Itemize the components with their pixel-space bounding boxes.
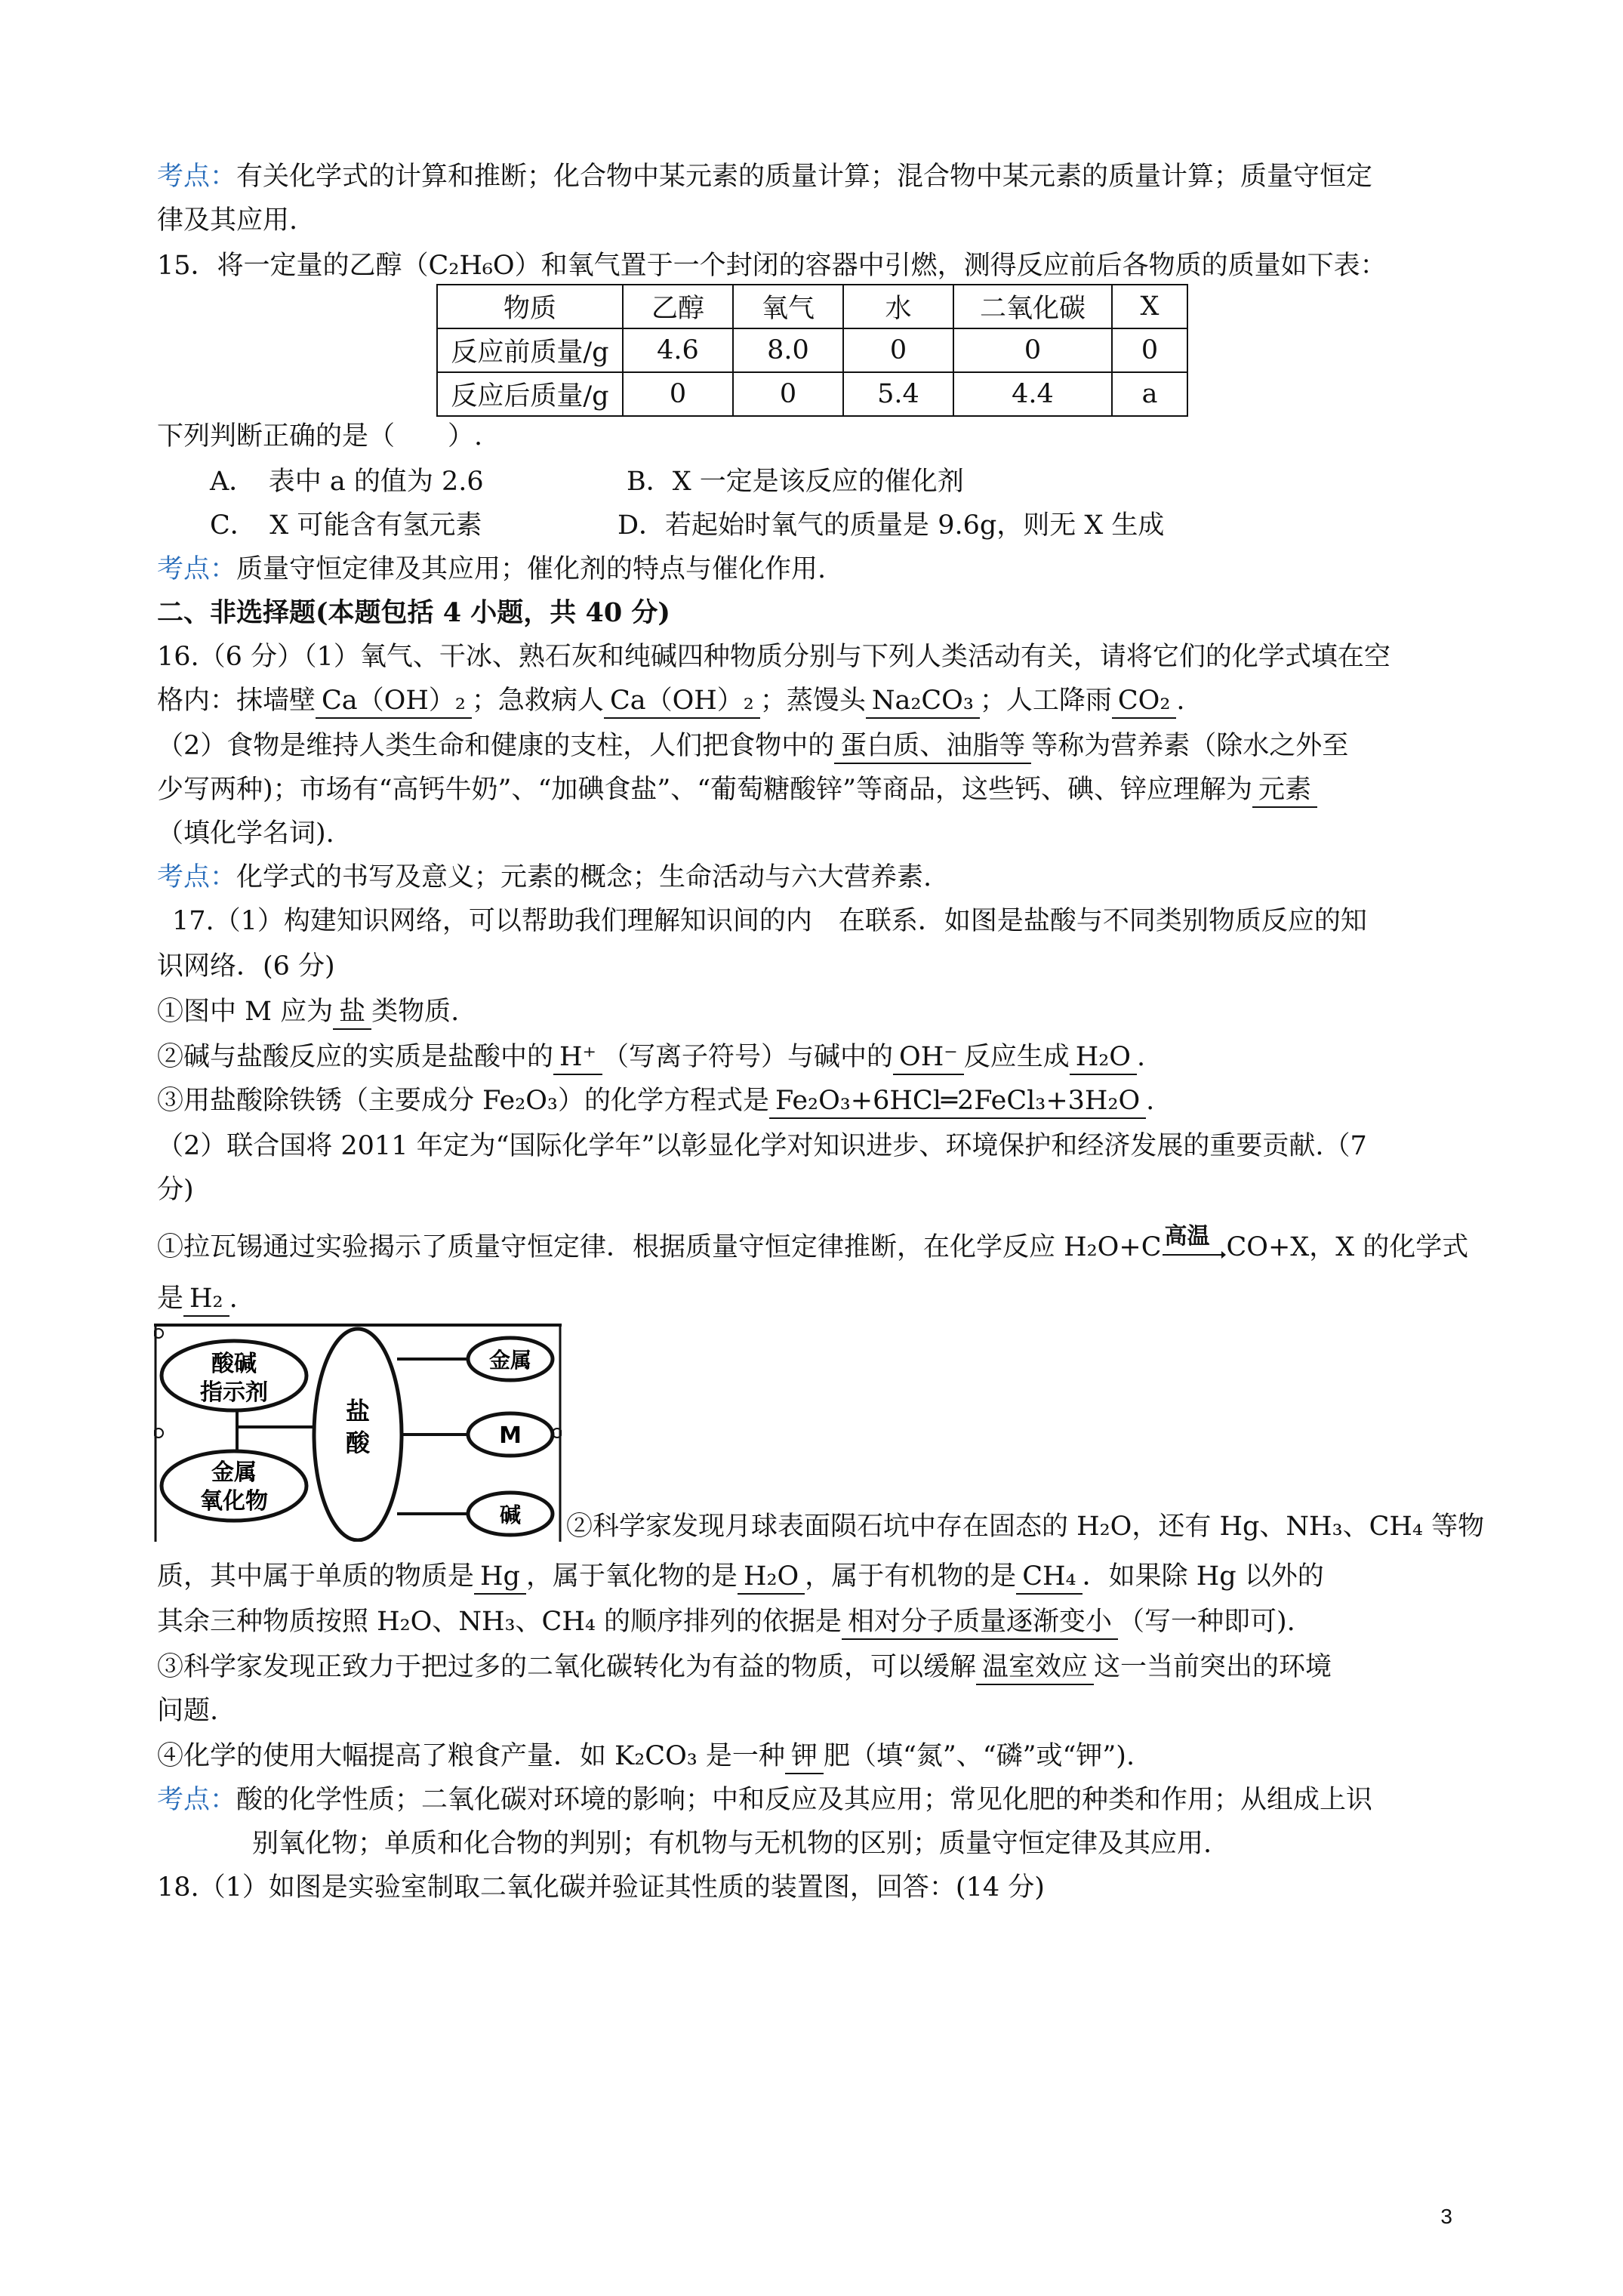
table-header-cell: 氧气 [733,285,843,328]
kaodian-label: 考点： [157,1785,237,1815]
answer-blank: CH₄ [1016,1560,1082,1595]
reaction-arrow [1161,1222,1226,1264]
answer-blank: H₂O [1070,1040,1137,1075]
q15-question: 下列判断正确的是（ ）. [157,421,483,451]
kaodian-label: 考点： [157,162,237,192]
q15-kaodian: 考点：质量守恒定律及其应用；催化剂的特点与催化作用. [157,554,827,584]
q17-line2: 识网络．(6 分) [157,951,335,982]
answer-blank: 温室效应 [976,1650,1094,1685]
kaodian-label: 考点： [157,862,237,892]
q17-line11: 质，其中属于单质的物质是 Hg ，属于氧化物的是 H₂O ，属于有机物的是 CH₄ ．如果除 Hg 以外的 [157,1554,1324,1599]
q16-line3: （2）食物是维持人类生命和健康的支柱，人们把食物中的 蛋白质、油脂等 等称为营养素（除水之外至 [157,723,1348,769]
q17-line8: ①拉瓦锡通过实验揭示了质量守恒定律．根据质量守恒定律推断，在化学反应 H₂O+C 高温 CO+X，X 的化学式 [157,1225,1468,1270]
table-header-cell: 水 [843,285,953,328]
table-header-cell: 二氧化碳 [953,285,1112,328]
answer-blank: OH⁻ [893,1040,964,1075]
table-cell: 反应后质量/g [437,372,623,416]
answer-blank: Na₂CO₃ [866,684,980,719]
table-header-cell: X [1112,285,1187,328]
answer-blank: 盐 [333,995,371,1030]
table-cell: 0 [953,328,1112,372]
q15-option-b: B．X 一定是该反应的催化剂 [627,467,964,497]
q17-line4: ②碱与盐酸反应的实质是盐酸中的 H⁺ （写离子符号）与碱中的 OH⁻ 反应生成 H₂O . [157,1034,1145,1080]
table-cell: 0 [843,328,953,372]
diagram-label: 碱 [499,1502,522,1527]
q15-option-a: A． 表中 a 的值为 2.6 [210,467,484,497]
answer-blank: H₂O [738,1560,805,1595]
page-number: 3 [1440,2205,1452,2228]
table-cell: a [1112,372,1187,416]
answer-blank: H₂ [183,1282,229,1317]
q16-line2: 格内：抹墙壁 Ca（OH）₂ ；急救病人 Ca（OH）₂ ；蒸馒头 Na₂CO₃ ；人工降雨 CO₂ . [157,678,1185,723]
arrow-label: 高温 [1164,1222,1210,1250]
q16-line1: 16.（6 分）（1）氧气、干冰、熟石灰和纯碱四种物质分别与下列人类活动有关，请将它们的化学式填在空 [157,642,1390,672]
table-cell: 4.6 [623,328,733,372]
answer-blank: Fe₂O₃+6HCl═2FeCl₃+3H₂O [769,1084,1146,1119]
table-cell: 0 [733,372,843,416]
answer-blank: H⁺ [553,1040,602,1075]
answer-blank: Ca（OH）₂ [604,684,760,719]
q17-line10: ②科学家发现月球表面陨石坑中存在固态的 H₂O，还有 Hg、NH₃、CH₄ 等物 [566,1512,1485,1542]
q17-line12: 其余三种物质按照 H₂O、NH₃、CH₄ 的顺序排列的依据是 相对分子质量逐渐变小 （写一种即可). [157,1599,1295,1644]
answer-blank: 蛋白质、油脂等 [834,729,1031,764]
table-cell: 0 [1112,328,1187,372]
table-header-row [437,285,1187,328]
right-arrow-icon [1161,1240,1226,1270]
q16-line4: 少写两种)；市场有“高钙牛奶”、“加碘食盐”、“葡萄糖酸锌”等商品，这些钙、碘、锌应理解为 元素 [157,767,1317,812]
q15-option-c: C． X 可能含有氢元素 [210,510,482,541]
table-header-cell: 物质 [437,285,623,328]
answer-blank: Hg [474,1560,526,1595]
diagram-label: M [499,1422,522,1449]
table-row [437,328,1187,372]
table-row [437,372,1187,416]
answer-blank: 相对分子质量逐渐变小 [842,1605,1118,1640]
diagram-center-label-1: 盐 [345,1397,371,1425]
answer-blank: CO₂ [1112,684,1177,719]
diagram-label: 指示剂 [200,1379,268,1406]
table-cell: 反应前质量/g [437,328,623,372]
q17-kaodian-line1: 考点：酸的化学性质；二氧化碳对环境的影响；中和反应及其应用；常见化肥的种类和作用；从组成上识 [157,1785,1373,1815]
q14-kaodian-line1: 考点：有关化学式的计算和推断；化合物中某元素的质量计算；混合物中某元素的质量计算；质量守恒定 [157,162,1373,192]
q16-kaodian: 考点：化学式的书写及意义；元素的概念；生命活动与六大营养素. [157,862,932,892]
q14-kaodian-line2: 律及其应用. [157,205,298,236]
table-cell: 5.4 [843,372,953,416]
diagram-label: 酸碱 [211,1351,257,1377]
diagram-label: 氧化物 [200,1488,268,1515]
table-header-cell: 乙醇 [623,285,733,328]
q17-kaodian-line2: 别氧化物；单质和化合物的判别；有机物与无机物的区别；质量守恒定律及其应用. [252,1829,1212,1859]
diagram-label: 金属 [211,1459,257,1486]
q17-line9: 是 H₂ . [157,1276,238,1321]
q17-line13: ③科学家发现正致力于把过多的二氧化碳转化为有益的物质，可以缓解 温室效应 这一当前突出的环境 [157,1644,1332,1690]
q15-option-d: D．若起始时氧气的质量是 9.6g，则无 X 生成 [617,510,1165,541]
q17-line3: ①图中 M 应为 盐 类物质. [157,989,459,1034]
q17-line15: ④化学的使用大幅提高了粮食产量．如 K₂CO₃ 是一种 钾 肥（填“氮”、“磷”或“钾”). [157,1734,1135,1779]
q17-line5: ③用盐酸除铁锈（主要成分 Fe₂O₃）的化学方程式是 Fe₂O₃+6HCl═2FeCl₃+3H₂O . [157,1078,1154,1123]
answer-blank: 元素 [1252,773,1317,808]
q15-stem: 15．将一定量的乙醇（C₂H₆O）和氧气置于一个封闭的容器中引燃，测得反应前后各物质的质量如下表： [157,251,1387,281]
diagram-center-label-2: 酸 [345,1428,371,1457]
q17-line1: 17.（1）构建知识网络，可以帮助我们理解知识间的内 在联系．如图是盐酸与不同类别物质反应的知 [172,906,1367,936]
q18-line1: 18.（1）如图是实验室制取二氧化碳并验证其性质的装置图，回答：(14 分) [157,1872,1045,1903]
table-cell: 0 [623,372,733,416]
table-cell: 4.4 [953,372,1112,416]
answer-blank: Ca（OH）₂ [316,684,472,719]
q17-line6: （2）联合国将 2011 年定为“国际化学年”以彰显化学对知识进步、环境保护和经济发展的重要贡献.（7 [157,1131,1367,1161]
hcl-reaction-network-diagram [154,1321,562,1542]
q17-line14: 问题. [157,1696,219,1726]
mass-table [436,284,1188,417]
section-2-title: 二、非选择题(本题包括 4 小题，共 40 分) [157,597,670,628]
q16-line5: （填化学名词). [157,818,334,849]
diagram-label: 金属 [488,1348,532,1373]
table-cell: 8.0 [733,328,843,372]
q17-line7: 分) [157,1175,194,1205]
kaodian-label: 考点： [157,554,237,584]
answer-blank: 钾 [785,1740,824,1774]
